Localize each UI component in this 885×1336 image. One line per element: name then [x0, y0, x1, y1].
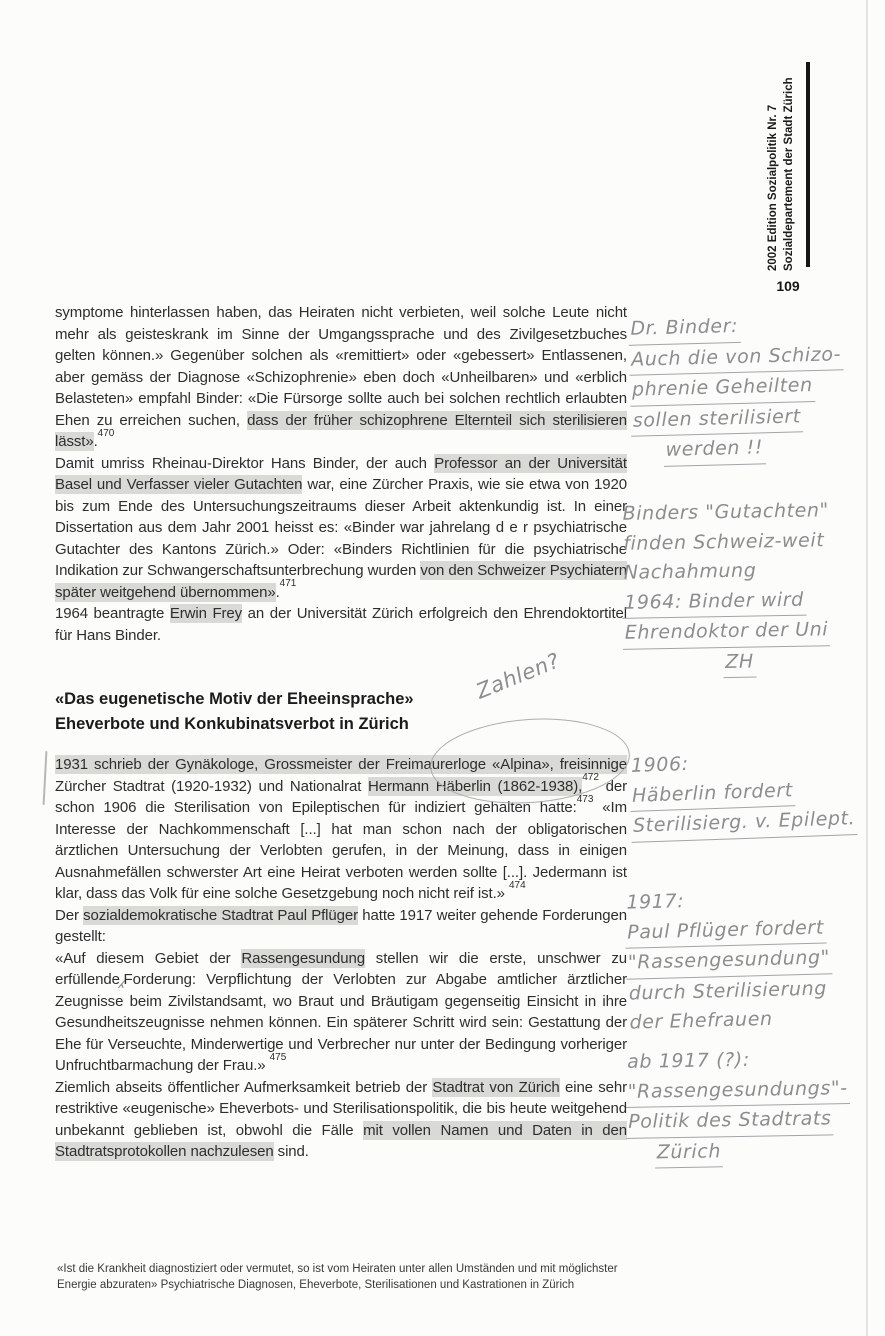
pencil-margin-mark — [43, 751, 48, 805]
handwritten-note-1917 — [624, 883, 834, 1038]
edition-line-2: Sozialdepartement der Stadt Zürich — [783, 77, 795, 271]
edition-title-bar — [806, 62, 810, 267]
pencil-highlighted-text: mit vollen Namen und Daten in den Stadtratsprotokollen nachzulesen — [55, 1121, 627, 1160]
printed-text: . — [93, 433, 98, 450]
handwritten-line: ZH — [723, 647, 756, 678]
paragraph-pflueger-quote — [55, 948, 627, 1077]
pencil-highlighted-text: Professor an der Universität Basel und Verfasser vieler Gutachten — [55, 454, 627, 493]
handwritten-line: Ehrendoktor der Uni — [623, 615, 831, 649]
pencil-highlighted-text: dass der früher schizophrene Elternteil sich sterilisieren lässt» — [55, 411, 627, 450]
handwritten-line: 1964: Binder wird — [622, 585, 806, 619]
edition-line-1: 2002 Edition Sozialpolitik Nr. 7 — [767, 104, 779, 271]
handwritten-line: sollen sterilisiert — [630, 402, 803, 437]
printed-text: an der Universität Zürich erfolgreich den Ehrendoktortitel für Hans Binder. — [55, 605, 627, 644]
pencil-highlighted-text: von den Schweizer Psychiatern später weitgehend übernommen» — [55, 562, 627, 601]
printed-text: Ziemlich abseits öffentlicher Aufmerksamkeit betrieb der — [55, 1078, 433, 1096]
handwritten-note-binder — [628, 309, 846, 467]
paragraph-binder-quote — [55, 302, 627, 453]
paragraph-pflueger-intro — [55, 905, 627, 948]
handwritten-note-gutachten — [620, 496, 833, 680]
handwritten-note-ab1917 — [625, 1044, 851, 1169]
handwritten-line: 1906: — [630, 752, 690, 777]
printed-text: «Im Interesse der Nachkommenschaft [...] hat man schon nach der obligatorischen ärztlichen Untersuchung der Verlobten gerufen, in der Meinung, dass in einigen Ausnahmefällen schwerster Art eine Heirat verboten werden sollte [...]. Jedermann ist klar, dass das Volk für eine solche Gesetzgebung noch nicht reif ist.» — [55, 799, 627, 902]
footnote-ref: 474 — [509, 879, 526, 891]
handwritten-line: "Rassengesundung" — [626, 943, 833, 979]
printed-text: Forderung: Verpflichtung der Verlobten zur Abgabe amtlicher ärztlicher Zeugnisse beim Zivilstandsamt, wo Braut und Bräutigam gegenseitig Einsicht in ihre Gesundheitszeugnisse nehmen können. Ein späterer Schritt wird sein: Gestattung der Ehe für Verseuchte, Minderwertige und Verbrecher nur unter der Bedingung vorheriger Unfruchtbarmachung der Frau.» — [55, 971, 627, 1074]
handwritten-line: Binders "Gutachten" — [622, 499, 830, 525]
heading-line-1: «Das eugenetische Motiv der Eheeinsprache» — [55, 690, 414, 708]
printed-text: 1964 beantragte — [55, 605, 170, 622]
edition-vertical-title — [765, 59, 801, 271]
printed-text: hatte 1917 weiter gehende Forderungen gestellt: — [55, 906, 628, 945]
printed-text: Der — [55, 906, 84, 924]
footnote-ref: 475 — [269, 1051, 287, 1063]
pencil-highlighted-text: Erwin Frey — [169, 605, 243, 622]
handwritten-line: Auch die von Schizo- — [629, 340, 844, 376]
handwritten-line: Dr. Binder: — [628, 312, 740, 345]
heading-line-2: Eheverbote und Konkubinatsverbot in Zürich — [55, 715, 409, 733]
printed-text: stellen wir die erste, unschwer zu erfüllende — [55, 949, 627, 988]
pencil-highlighted-text: 1931 schrieb der Gynäkologe, Grossmeister der Freimaurerloge «Alpina», freisinnige — [55, 756, 627, 773]
handwritten-line: Zürich — [655, 1137, 724, 1169]
paragraph-ehrendoktor — [55, 603, 627, 646]
handwritten-line: ab 1917 (?): — [627, 1048, 751, 1073]
pencil-highlighted-text: Rassengesundung — [241, 949, 365, 967]
handwritten-line: Nachahmung — [623, 559, 757, 584]
handwritten-note-zahlen: Zahlen? — [472, 648, 564, 704]
printed-text: symptome hinterlassen haben, das Heiraten nicht verbieten, weil solche Leute nicht mehr als geisteskrank im Sinne der Umgangssprache und des Zivilgesetzbuches gelten können.» Gegenüber solchen als «remittiert» oder «gebessert» Entlassenen, aber gemäss der Diagnose «Schizophrenie» eben doch «Unheilbaren» und «erblich Belasteten» empfahl Binder: «Die Fürsorge sollte auch bei solchen rechtlich erlaubten Ehen zu erreichen suchen, — [55, 304, 627, 429]
handwritten-line: Häberlin fordert — [630, 776, 796, 812]
pencil-highlighted-text: sozialdemokratische Stadtrat Paul Pflüger — [83, 906, 359, 924]
printed-text: «Auf diesem Gebiet der — [55, 949, 242, 967]
handwritten-note-1906 — [628, 744, 857, 842]
printed-text: Zürcher Stadtrat (1920-1932) und Nationalrat — [55, 777, 369, 795]
handwritten-line: Politik des Stadtrats — [626, 1104, 834, 1138]
printed-text: sind. — [273, 1143, 309, 1160]
footnote-ref: 472 — [582, 772, 599, 783]
handwritten-line: werden !! — [663, 433, 765, 466]
footnote-ref: 470 — [97, 427, 115, 439]
pencil-highlighted-text: Hermann Häberlin (1862-1938), — [368, 777, 583, 795]
footer-caption: «Ist die Krankheit diagnostiziert oder vermutet, so ist vom Heiraten unter allen Umständen und mit möglichster Energie abzuraten» Psychiatrische Diagnosen, Eheverbote, Sterilisationen und Kastrationen in Zürich — [57, 1263, 618, 1291]
paragraph-stadtrat-politik — [55, 1077, 627, 1163]
printed-text: . — [275, 583, 280, 601]
printed-text: eine sehr restriktive «eugenische» Eheverbots- und Sterilisationspolitik, die bis heute weitgehend unbekannt geblieben ist, obwohl die Fälle — [55, 1078, 627, 1139]
printed-text: Damit umriss Rheinau-Direktor Hans Binder, der auch — [55, 454, 435, 472]
footnote-ref: 473 — [576, 793, 594, 805]
handwritten-line: durch Sterilisierung — [628, 976, 828, 1005]
pencil-highlighted-text: Stadtrat von Zürich — [432, 1078, 560, 1096]
printed-text: war, eine Zürcher Praxis, wie sie etwa von 1920 bis zum Ende des Untersuchungszeitraums dieser Arbeit aktenkundig ist. In einer Dissertation aus dem Jahr 2001 heisst es: «Binder war jahrelang d e r psychiatrische Gutachter des Kantons Zürich.» Oder: «Binders Richtlinien für die psychiatrische Indikation zur Schwangerschaftsunterbrechung wurden — [55, 476, 627, 579]
handwritten-line: der Ehefrauen — [629, 1007, 773, 1034]
printed-text: der schon 1906 die Sterilisation von Epileptischen für indiziert gehalten hatte: — [55, 777, 627, 816]
handwritten-correction-mark: ⁁ — [119, 971, 124, 988]
page-edge-line — [866, 0, 868, 1336]
paragraph-binder-praxis — [55, 453, 627, 604]
handwritten-line: 1917: — [626, 890, 685, 914]
handwritten-line: finden Schweiz-weit — [623, 528, 825, 555]
handwritten-line: "Rassengesundungs"- — [625, 1074, 849, 1108]
handwritten-line: Sterilisierg. v. Epilept. — [631, 804, 858, 842]
page-number: 109 — [776, 278, 800, 294]
handwritten-line: phrenie Geheilten — [630, 371, 815, 406]
handwritten-line: Paul Pflüger fordert — [625, 913, 826, 949]
footnote-ref: 471 — [279, 578, 297, 589]
